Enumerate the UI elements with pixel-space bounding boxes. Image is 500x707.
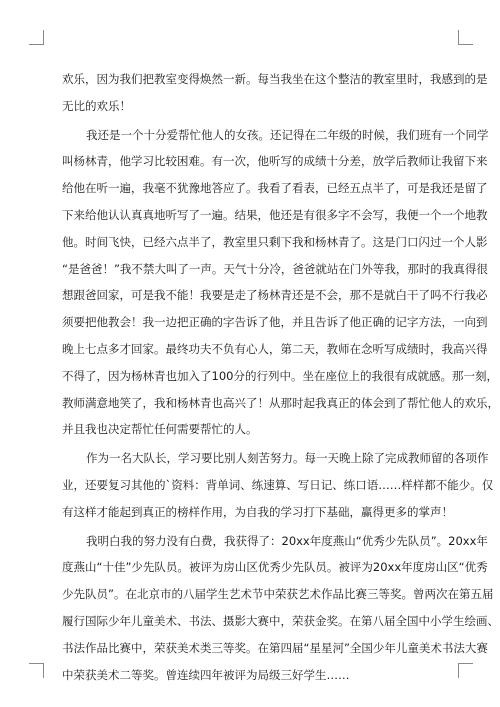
text-line: 他。时间飞快，已经六点半了，教室里只剩下我和杨林青了。这是门口闪过一个人影	[62, 234, 488, 249]
text-line: 叫杨林青，他学习比较困难。有一次，他听写的成绩十分差，放学后教师让我留下来	[62, 154, 488, 169]
text-line: 少先队员”。在北京市的八届学生艺术节中荣获艺术作品比赛三等奖。曾两次在第五届	[62, 587, 494, 602]
text-line: 作为一名大队长，学习要比别人刻苦努力。每一天晚上除了完成教师留的各项作	[86, 451, 489, 466]
text-line: 度燕山“十佳”少先队员。被评为房山区优秀少先队员。被评为20xx年度房山区“优秀	[62, 560, 488, 575]
text-line: 下来给他认认真真地听写了一遍。结果，他还是有很多字不会写，我便一个一个地教	[62, 207, 488, 222]
text-line: 我明白我的努力没有白费，我获得了：20xx年度燕山“优秀少先队员”。20xx年	[86, 533, 488, 548]
text-line: 我还是一个十分爱帮忙他人的女孩。还记得在二年级的时候，我们班有一个同学	[86, 127, 489, 142]
text-line: 不得了，因为杨林青也加入了100分的行列中。坐在座位上的我很有成就感。那一刻，	[62, 368, 498, 383]
text-line: 业，还要复习其他的`资料：背单词、练速算、写日记、练口语……样样都不能少。仅	[62, 477, 494, 492]
text-line: 履行国际少年儿童美术、书法、摄影大赛中，荣获金奖。在第八届全国中小学生绘画、	[62, 613, 499, 628]
text-line: 欢乐，因为我们把教室变得焕然一新。每当我坐在这个整洁的教室里时，我感到的是	[62, 72, 488, 86]
crop-mark-bottom-left	[29, 663, 44, 678]
paragraph	[62, 445, 494, 525]
document-body	[62, 66, 499, 688]
text-line: 须要把他教会！我一边把正确的字告诉了他，并且告诉了他正确的记字方法，一向到	[62, 315, 488, 330]
text-line: 晚上七点多才回家。最终功夫不负有心人，第二天，教师在念听写成绩时，我高兴得	[62, 341, 488, 356]
text-line: 无比的欢乐！	[62, 98, 131, 113]
crop-mark-top-right	[458, 30, 473, 45]
text-line: 有这样才能起到真正的榜样作用，为自我的学习打下基础，赢得更多的掌声！	[62, 504, 453, 519]
text-line: 想跟爸回家，可是我不能！我要是走了杨林青还是不会，那不是就白干了吗不行我必	[62, 288, 488, 303]
crop-mark-top-left	[29, 30, 44, 45]
text-line: 给他在听一遍，我毫不犹豫地答应了。我看了看表，已经五点半了，可是我还是留了	[62, 181, 488, 196]
text-line: “是爸爸！”我不禁大叫了一声。天气十分冷，爸爸就站在门外等我，那时的我真得很	[62, 261, 488, 276]
crop-mark-bottom-right	[458, 663, 473, 678]
text-line: 并且我也决定帮忙任何需要帮忙的人。	[62, 422, 258, 437]
text-line: 中荣获美术二等奖。曾连续四年被评为局级三好学生……	[62, 667, 350, 682]
paragraph	[62, 122, 499, 444]
text-line: 教师满意地笑了，我和杨林青也高兴了！从那时起我真正的体会到了帮忙他人的欢乐，	[62, 395, 499, 410]
text-line: 书法作品比赛中，荣获美术类三等奖。在第四届“星星河”全国少年儿童美术书法大赛	[62, 640, 488, 655]
paragraph	[62, 528, 499, 689]
paragraph	[62, 66, 488, 120]
